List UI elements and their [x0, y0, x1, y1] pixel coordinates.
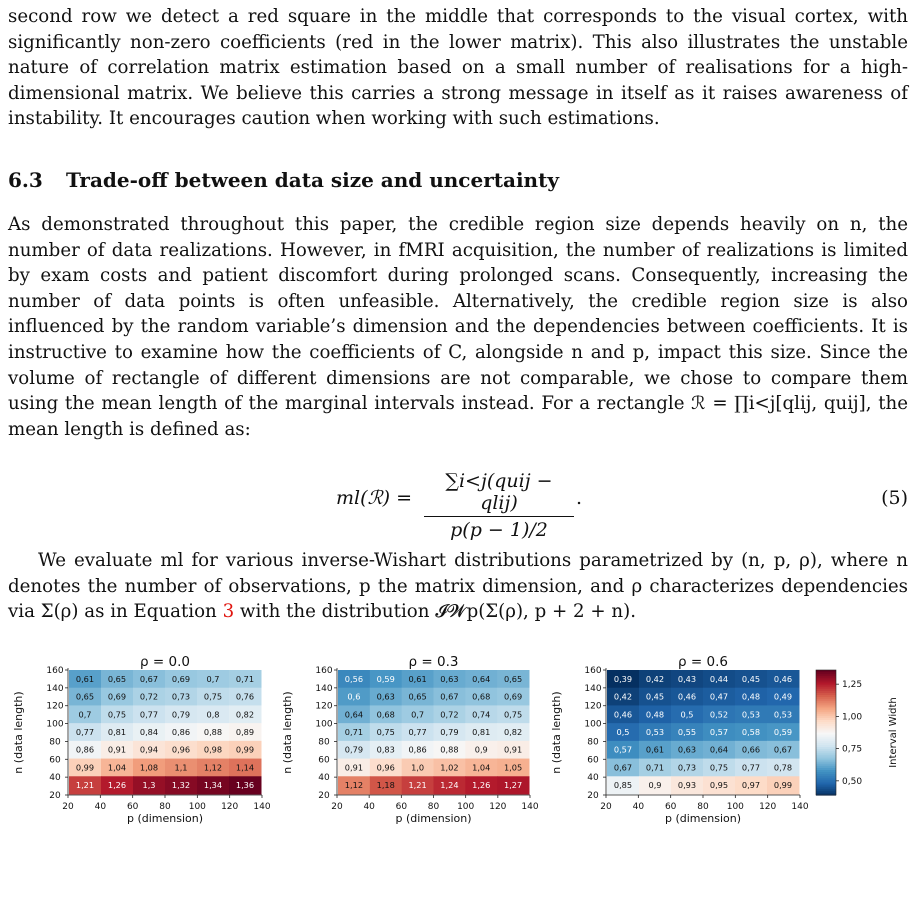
heatmap-cell-label: 0,68	[472, 691, 491, 702]
y-tick-label: 160	[315, 666, 333, 676]
heatmap-cell-label: 0,71	[645, 762, 665, 773]
heatmap-cell-label: 0,6	[347, 691, 361, 702]
heatmap-cell-label: 0,59	[773, 727, 793, 737]
heatmap-cell-label: 0,91	[107, 744, 127, 755]
heatmap-cell-label: 0,9	[474, 744, 488, 755]
heatmap-cell-label: 1,14	[235, 762, 255, 773]
colorbar-tick-label: 1,25	[842, 680, 863, 691]
heatmap-cell-label: 0,81	[107, 727, 127, 737]
section-title: Trade-off between data size and uncertainty	[66, 168, 559, 192]
heatmap-cell-label: 0,77	[75, 727, 95, 737]
heatmap-cell-label: 0,44	[709, 673, 729, 684]
heatmap-cell-label: 0,78	[773, 762, 793, 773]
heatmap-cell-label: 0,57	[709, 727, 729, 737]
heatmap-cell-label: 0,95	[709, 780, 729, 791]
heatmap-cell-label: 0,71	[235, 673, 255, 684]
heatmap-cell-label: 0,64	[344, 709, 364, 720]
heatmap-cell-label: 0,64	[472, 673, 491, 684]
heatmap-cell-label: 0,53	[645, 727, 665, 737]
heatmap-cell-label: 1,05	[503, 762, 523, 773]
y-tick-label: 20	[587, 791, 599, 801]
heatmap-cell-label: 0,46	[677, 691, 697, 702]
heatmap-cell-label: 0,8	[206, 709, 220, 720]
intro-paragraph: second row we detect a red square in the middle that corresponds to the visual cortex, with significantly non-zero coefficients (red in the lower matrix). This also illustrates the unstable nature of correlation matrix estimation based on a small number of realisations for a high-dimensional matrix. We believe this carries a strong message in itself as it raises awareness of instability. It encourages caution when working with such estimations.	[8, 6, 908, 130]
heatmap-cell-label: 0,65	[503, 673, 523, 684]
colorbar-tick-label: 0,50	[842, 776, 863, 787]
heatmap-cell-label: 0,79	[171, 709, 191, 720]
heatmap-cell-label: 0,53	[773, 709, 793, 720]
y-tick-label: 160	[46, 666, 64, 676]
x-tick-label: 60	[126, 802, 139, 812]
heatmap-cell-label: 1,12	[203, 762, 223, 773]
y-tick-label: 60	[318, 755, 330, 766]
y-tick-label: 20	[49, 791, 61, 801]
x-axis-label: p (dimension)	[126, 812, 204, 825]
heatmap-cell-label: 0,98	[203, 744, 223, 755]
heatmap-cell-label: 0,61	[645, 744, 665, 755]
x-tick-label: 140	[253, 802, 271, 812]
x-tick-label: 80	[427, 802, 440, 812]
x-tick-label: 120	[759, 802, 777, 812]
heatmap-cell-label: 1,04	[472, 762, 491, 773]
heatmap-cell-label: 0,63	[440, 673, 459, 684]
heatmap-panel-2	[550, 654, 809, 825]
heatmap-cell-label: 0,42	[645, 673, 665, 684]
heatmap-cell-label: 0,43	[677, 673, 697, 684]
paragraph-2-text-b: with the distribution 𝓘𝓦p(Σ(ρ), p + 2 + n).	[234, 601, 637, 623]
y-tick-label: 60	[587, 755, 599, 766]
heatmap-cell-label: 0,56	[344, 673, 364, 684]
section-number: 6.3	[8, 168, 43, 192]
heatmap-cell-label: 0,81	[472, 727, 491, 737]
heatmap-cell-label: 0,49	[773, 691, 793, 702]
heatmap-cell-label: 0,65	[408, 691, 427, 702]
heatmap-cell-label: 1,08	[139, 762, 159, 773]
y-tick-label: 100	[315, 719, 333, 730]
heatmap-cell-label: 0,48	[645, 709, 665, 720]
heatmap-cell-label: 0,71	[344, 727, 364, 737]
colorbar-label: Interval Width	[888, 697, 899, 768]
heatmap-cell-label: 0,46	[613, 709, 633, 720]
heatmap-cell-label: 0,82	[503, 727, 523, 737]
x-tick-label: 40	[632, 802, 645, 812]
heatmap-cell-label: 0,45	[741, 673, 761, 684]
heatmap-cell-label: 0,57	[613, 744, 633, 755]
heatmap-cell-label: 1,32	[171, 780, 191, 791]
heatmap-title: ρ = 0.0	[140, 654, 190, 670]
x-tick-label: 20	[331, 802, 343, 812]
heatmap-cell-label: 1,24	[440, 780, 459, 791]
heatmap-cell-label: 0,74	[472, 709, 491, 720]
heatmap-cell-label: 0,69	[107, 691, 127, 702]
y-tick-label: 40	[587, 773, 599, 784]
heatmap-cell-label: 0,79	[440, 727, 459, 737]
heatmap-cell-label: 0,84	[139, 727, 159, 737]
heatmap-cell-label: 1,02	[440, 762, 459, 773]
heatmap-cell-label: 0,88	[440, 744, 459, 755]
heatmap-cell-label: 0,77	[139, 709, 159, 720]
y-tick-label: 140	[584, 683, 602, 694]
heatmap-cell-label: 1,3	[142, 780, 156, 791]
x-tick-label: 40	[363, 802, 375, 812]
y-tick-label: 60	[49, 755, 61, 766]
heatmap-panel-0	[12, 654, 271, 825]
paragraph-2	[8, 548, 908, 625]
y-tick-label: 80	[318, 737, 330, 748]
colorbar	[816, 670, 899, 796]
x-tick-label: 80	[697, 802, 709, 812]
y-axis-label: n (data length)	[550, 691, 563, 774]
heatmap-cell-label: 0,86	[408, 744, 427, 755]
heatmap-cell-label: 1,1	[174, 762, 188, 773]
equation-5	[0, 470, 916, 541]
heatmap-cell-label: 0,99	[75, 762, 95, 773]
x-tick-label: 100	[726, 802, 744, 812]
heatmap-cell-label: 1,0	[411, 762, 425, 773]
heatmap-cell-label: 0,61	[408, 673, 427, 684]
heatmap-cell-label: 0,76	[235, 691, 255, 702]
heatmap-cell-label: 0,86	[171, 727, 191, 737]
heatmap-cell-label: 0,75	[107, 709, 127, 720]
x-tick-label: 100	[188, 802, 206, 812]
x-tick-label: 60	[395, 802, 408, 812]
heatmap-cell-label: 1,21	[75, 780, 95, 791]
equation-lhs: ml(ℛ) =	[336, 487, 413, 509]
heatmap-cell-label: 0,85	[613, 780, 633, 791]
heatmap-cell-label: 0,97	[741, 780, 761, 791]
heatmap-cell-label: 1,27	[503, 780, 523, 791]
y-tick-label: 120	[584, 701, 602, 712]
heatmap-cell-label: 0,96	[376, 762, 395, 773]
heatmap-cell-label: 0,5	[680, 709, 694, 720]
equation-numerator: ∑i<j(quij − qlij)	[424, 470, 574, 517]
equation-denominator: p(p − 1)/2	[450, 519, 548, 541]
x-tick-label: 20	[62, 802, 74, 812]
heatmap-cell-label: 0,52	[709, 709, 729, 720]
heatmap-title: ρ = 0.6	[678, 654, 728, 670]
heatmap-cell-label: 0,72	[139, 691, 159, 702]
x-tick-label: 120	[221, 802, 239, 812]
x-tick-label: 120	[489, 802, 507, 812]
y-tick-label: 140	[315, 683, 333, 694]
heatmap-cell-label: 0,75	[376, 727, 395, 737]
heatmap-cell-label: 0,48	[741, 691, 761, 702]
heatmap-cell-label: 0,64	[709, 744, 729, 755]
heatmap-cell-label: 0,75	[203, 691, 223, 702]
x-tick-label: 60	[664, 802, 677, 812]
heatmap-cell-label: 1,04	[107, 762, 127, 773]
heatmap-cell-label: 0,61	[75, 673, 95, 684]
y-tick-label: 100	[584, 719, 602, 730]
heatmap-cell-label: 0,73	[677, 762, 697, 773]
heatmap-cell-label: 1,12	[344, 780, 364, 791]
heatmap-cell-label: 0,75	[709, 762, 729, 773]
heatmap-cell-label: 0,7	[78, 709, 92, 720]
equation-fraction	[424, 470, 574, 541]
heatmap-cell-label: 0,5	[616, 727, 630, 737]
heatmap-cell-label: 1,26	[107, 780, 127, 791]
y-tick-label: 80	[587, 737, 599, 748]
x-tick-label: 140	[521, 802, 539, 812]
heatmap-panel-1	[281, 654, 539, 825]
heatmap-cell-label: 0,65	[107, 673, 127, 684]
heatmap-cell-label: 0,89	[235, 727, 255, 737]
paragraph-2-text-a: We evaluate ml for various inverse-Wishart distributions parametrized by (n, p, ρ), where n denotes the number of observations, p the matrix dimension, and ρ characterizes dependencies via Σ(ρ) as in Equation	[8, 550, 908, 623]
heatmap-cell-label: 0,66	[741, 744, 761, 755]
heatmap-cell-label: 0,9	[648, 780, 662, 791]
heatmap-cell-label: 1,26	[472, 780, 491, 791]
heatmap-cell-label: 1,36	[235, 780, 255, 791]
paragraph-1: As demonstrated throughout this paper, the credible region size depends heavily on n, the number of data realizations. However, in fMRI acquisition, the number of realizations is limited by exam costs and patient discomfort during prolonged scans. Consequently, increasing the number of data points is often unfeasible. Alternatively, the credible region size is also influenced by the random variable’s dimension and the dependencies between coefficients. It is instructive to examine how the coefficients of C, alongside n and p, impact this size. Since the volume of rectangle of different dimensions are not comparable, we chose to compare them using the mean length of the marginal intervals instead. For a rectangle ℛ = ∏i<j[qlij, quij], the mean length is defined as:	[8, 214, 908, 440]
heatmap-cell-label: 0,77	[408, 727, 427, 737]
heatmap-cell-label: 0,7	[206, 673, 220, 684]
y-tick-label: 160	[584, 666, 602, 676]
heatmap-cell-label: 0,99	[773, 780, 793, 791]
heatmap-cell-label: 0,65	[75, 691, 95, 702]
heatmap-cell-label: 0,67	[613, 762, 633, 773]
heatmap-cell-label: 0,73	[171, 691, 191, 702]
y-tick-label: 20	[318, 791, 330, 801]
heatmap-cell-label: 0,82	[235, 709, 255, 720]
y-tick-label: 140	[46, 683, 64, 694]
heatmap-figure	[0, 648, 916, 918]
heatmap-cell-label: 0,69	[503, 691, 523, 702]
heatmap-cell-label: 0,58	[741, 727, 761, 737]
x-tick-label: 40	[94, 802, 107, 812]
heatmap-cell-label: 0,45	[645, 691, 665, 702]
heatmap-cell-label: 0,69	[171, 673, 191, 684]
heatmap-cell-label: 0,93	[677, 780, 697, 791]
heatmap-cell-label: 0,79	[344, 744, 364, 755]
y-tick-label: 100	[46, 719, 64, 730]
equation-ref-link[interactable]: 3	[222, 601, 235, 623]
heatmap-cell-label: 0,63	[677, 744, 697, 755]
heatmap-cell-label: 0,39	[613, 673, 633, 684]
heatmap-cell-label: 0,91	[344, 762, 364, 773]
heatmap-cell-label: 0,59	[376, 673, 395, 684]
heatmap-cell-label: 0,91	[503, 744, 523, 755]
y-tick-label: 40	[49, 773, 61, 784]
heatmap-cell-label: 0,53	[741, 709, 761, 720]
heatmap-cell-label: 0,68	[376, 709, 395, 720]
x-tick-label: 140	[791, 802, 809, 812]
heatmap-cell-label: 0,96	[171, 744, 191, 755]
heatmap-cell-label: 0,99	[235, 744, 255, 755]
heatmap-cell-label: 0,67	[440, 691, 459, 702]
heatmap-cell-label: 0,47	[709, 691, 729, 702]
heatmap-cell-label: 1,18	[376, 780, 395, 791]
y-tick-label: 120	[315, 701, 333, 712]
heatmap-cell-label: 0,7	[411, 709, 425, 720]
heatmap-cell-label: 0,72	[440, 709, 459, 720]
heatmap-title: ρ = 0.3	[408, 654, 459, 670]
heatmap-cell-label: 0,77	[741, 762, 761, 773]
x-axis-label: p (dimension)	[664, 812, 742, 825]
heatmap-cell-label: 0,75	[503, 709, 523, 720]
x-tick-label: 80	[159, 802, 171, 812]
heatmap-cell-label: 0,83	[376, 744, 395, 755]
y-axis-label: n (data length)	[281, 691, 294, 774]
y-tick-label: 40	[318, 773, 330, 784]
heatmap-cell-label: 1,21	[408, 780, 427, 791]
heatmap-cell-label: 0,46	[773, 673, 793, 684]
heatmap-cell-label: 1,34	[203, 780, 223, 791]
section-heading	[8, 168, 559, 192]
heatmap-cell-label: 0,86	[75, 744, 95, 755]
x-axis-label: p (dimension)	[395, 812, 472, 825]
equation-period: .	[576, 487, 583, 509]
colorbar-tick-label: 1,00	[842, 712, 863, 723]
heatmap-cell-label: 0,67	[139, 673, 159, 684]
x-tick-label: 20	[600, 802, 612, 812]
y-tick-label: 120	[46, 701, 64, 712]
y-axis-label: n (data length)	[12, 691, 25, 774]
heatmap-cell-label: 0,42	[613, 691, 633, 702]
heatmap-cell-label: 0,63	[376, 691, 395, 702]
heatmap-cell-label: 0,55	[677, 727, 697, 737]
heatmap-cell-label: 0,88	[203, 727, 223, 737]
x-tick-label: 100	[457, 802, 475, 812]
y-tick-label: 80	[49, 737, 61, 748]
heatmap-cell-label: 0,94	[139, 744, 159, 755]
colorbar-tick-label: 0,75	[842, 744, 863, 755]
heatmap-cell-label: 0,67	[773, 744, 793, 755]
equation-number: (5)	[881, 487, 908, 509]
